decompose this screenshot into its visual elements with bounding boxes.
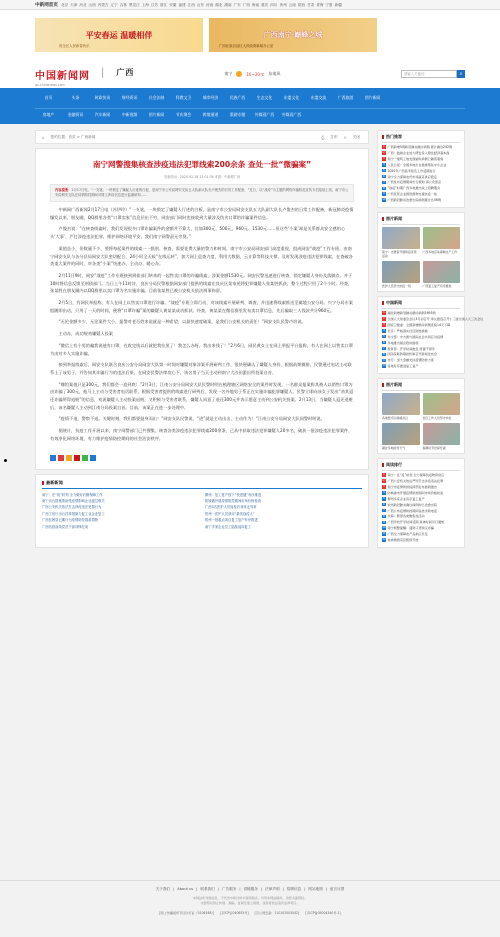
picture-item[interactable] <box>382 261 420 288</box>
picture-caption: 医护人员坚守抗疫一线 <box>382 284 411 289</box>
nav-item[interactable]: 社会法制 <box>148 94 165 100</box>
footer-separator: | <box>260 887 263 891</box>
rank-badge: 4 <box>383 491 385 495</box>
list-item-text: “战疫”时期广西多地推出线上招聘服务 <box>387 186 441 191</box>
footer <box>0 880 500 937</box>
top-region-link[interactable]: 内蒙古 <box>97 2 109 7</box>
picture-thumbnail[interactable] <box>423 261 461 283</box>
top-brand-link[interactable]: 中新网首页 <box>35 3 58 8</box>
close-icon[interactable]: × <box>343 134 347 140</box>
nav-item[interactable]: 中新视频 <box>121 111 138 117</box>
picture-thumbnail[interactable] <box>423 393 461 415</box>
latest-news-link[interactable]: 广西工信厅出台扶持措施力促工业企业复工 <box>42 511 105 516</box>
latest-news-link[interactable]: 南宁：在“疫”时刻 全力做好后勤保障工作 <box>42 492 103 497</box>
nav-item[interactable]: 图片新闻 <box>148 111 165 117</box>
share-qzone-icon[interactable] <box>50 455 56 461</box>
list-item-text: 广西公安机关依法严厉打击涉疫违法犯罪 <box>387 479 444 484</box>
top-region-link[interactable]: 新疆 <box>334 2 342 7</box>
top-strip <box>0 0 500 10</box>
picture-caption: 广西多地启动春耕生产工作 <box>422 250 458 255</box>
share-weibo-icon[interactable] <box>58 455 64 461</box>
list-item-text: 国务院联防联控机制召开新闻发布会 <box>387 352 437 357</box>
list-item-text: 防城港市开展疫情防控期间市场价格检查 <box>387 490 444 495</box>
footer-license-item[interactable]: [京公网安备：110102003042] <box>254 911 300 915</box>
rank-badge: 3 <box>383 323 385 327</box>
latest-news-link[interactable]: 柳州：复工复产按下“快进键”有序推进 <box>205 492 262 497</box>
nav-item[interactable]: 外媒看广西 <box>254 111 275 117</box>
search-input[interactable]: 请输入关键词 <box>401 70 457 78</box>
footer-links <box>0 887 500 892</box>
top-region-link[interactable]: 宁夏 <box>325 2 333 7</box>
ad-left-title: 平安春运 温暖相伴 <box>85 29 153 40</box>
rank-badge: 5 <box>383 496 385 500</box>
article-body <box>50 206 354 443</box>
article-summary <box>50 184 354 202</box>
ad-right-title: 广西南宁·巅峰之城 <box>263 30 323 39</box>
footer-license-item[interactable]: [网上传播视听节目许可证（0106168）] <box>159 911 215 915</box>
top-region-link[interactable]: 湖南 <box>224 2 232 7</box>
footer-line-2: 未经授权禁止转载、摘编、复制及建立镜像，违者将依法追究法律责任。 <box>200 901 300 905</box>
top-region-link[interactable]: 辽宁 <box>110 2 118 7</box>
list-item-text: 全国人大常委会会议3月初召开 审议推迟召开十三届全国人大三次会议 <box>387 316 484 321</box>
rank-badge: 7 <box>383 180 385 184</box>
rank-badge: 3 <box>383 485 385 489</box>
top-region-link[interactable]: 江西 <box>187 2 195 7</box>
nav-item[interactable]: 广西旅游 <box>337 94 354 100</box>
footer-link[interactable]: 供稿服务 <box>243 887 258 891</box>
top-region-link[interactable]: 陕西 <box>297 2 306 7</box>
top-region-link[interactable]: 江苏 <box>150 2 159 7</box>
ad-right-sub: 广西壮族自治区人民政府新闻办公室 <box>219 44 274 48</box>
picture-caption: 湖北多地雨雪天气 <box>382 446 406 451</box>
breadcrumb-text[interactable]: 您的位置：首页 > 广西新闻 <box>50 134 96 139</box>
nav-row-1 <box>35 95 465 101</box>
footer-separator: | <box>196 887 198 891</box>
list-item-text: 北京：严格落实社区防控措施 <box>387 328 428 333</box>
article-paragraph: 2月5日，有网民举报称，有人在网上以售卖口罩进行诈骗。“战疫”专班立即行动，对该线索开展研判、调查，并迅速将线索推送至属地公安分局。兴宁分局专案组随即出动，只用了一天的时间，便将“口罩诈骗”案的嫌疑人黄某某成功抓获。经查，黄某某在微信群里发布卖口罩信息，先后骗取三人钱款共计960元。 <box>50 300 353 313</box>
top-region-link[interactable]: 山西 <box>88 2 96 7</box>
picture-item[interactable] <box>423 227 461 258</box>
hot-title: 热门推荐 <box>382 134 460 143</box>
share-renren-icon[interactable] <box>66 455 72 461</box>
picture-thumbnail[interactable] <box>382 261 420 283</box>
list-item-text: 广西新增5例新冠肺炎确诊病例 累计确诊242例 <box>387 145 453 149</box>
article-paragraph: “哪怕案值只是300元，我们都会一追到底！”2月3日，江南公安分局网安大队民警时明在梳理辖区网络安全的案件时发现，一名群众报案称其被人以销售口罩为由诈骗了300元，他马上主动与受害者电话联系，根据受害者提供的线索进行研判后，发现一名外地男子系正在实施诈骗犯罪嫌疑人。民警立即向该女子发出“劝其返还诈骗所得退赃”的信息，劝说嫌疑人主动投案退赃，又积极与受害者联系，嫌疑人同意了退还300元并表示愿意主动到公安机关投案。2月13日，当嫌疑人返还退赃后，该名嫌疑人主动到江南分局投案自首。目前，该案正在进一步处理中。 <box>50 381 354 410</box>
top-region-link[interactable]: 甘肃 <box>307 2 315 7</box>
article-paragraph: 据统计，抗疫工作开展以来，南宁网警部门已共搜集、核查各类涉疫违法犯罪线索200余条，已从中获取违法犯罪嫌疑人20多名，破获一批涉疫违法犯罪案件，有效净化网络环境，有力维护疫情防控期间的社会治安秩序。 <box>50 428 353 441</box>
nav-item[interactable]: 民族广西 <box>229 94 246 100</box>
reading-box <box>377 458 465 548</box>
breadcrumb <box>35 130 369 144</box>
footer-link[interactable]: 广告服务 <box>221 887 237 891</box>
footer-separator: | <box>173 887 175 891</box>
latest-news-link[interactable]: 广西贫困县已累计为疫情防控捐款捐物 <box>42 518 99 523</box>
search-button[interactable] <box>457 70 465 78</box>
picture-thumbnail[interactable] <box>423 423 461 445</box>
ad-banner <box>0 10 500 60</box>
site-logo[interactable]: 中国新闻网 | 广西 gx.chinanews.com <box>35 67 135 87</box>
latest-news-link[interactable]: 贺州一医护人员获评“最美战疫人” <box>205 511 255 516</box>
footer-license-item[interactable]: [京ICP备05004340号-1] <box>305 911 341 915</box>
page-marker-dot <box>4 459 7 462</box>
pics2-box <box>377 378 465 454</box>
nav-item[interactable]: 汽车新闻 <box>94 111 111 117</box>
list-item-text: 南宁网警提醒：谨防口罩购买诈骗 <box>387 526 434 531</box>
nav-item[interactable]: 生态文化 <box>256 94 273 100</box>
share-bar <box>50 455 354 461</box>
latest-news-link[interactable]: 南宁出台措施帮助受疫情影响企业渡过难关 <box>42 498 105 503</box>
footer-separator: | <box>217 887 219 891</box>
list-item-text: 各地有序推进复工复产 <box>387 364 419 369</box>
header <box>0 60 500 88</box>
rank-badge: 12 <box>382 538 386 542</box>
list-item-text: 教育部：开学时间推迟 停课不停学 <box>387 346 435 351</box>
footer-link[interactable]: 网站地图 <box>308 887 323 891</box>
picture-thumbnail[interactable] <box>382 227 420 249</box>
list-item-text: 广西全力保障农产品供应充足 <box>387 532 428 537</box>
list-item-text: 南宁全力保障农贸市场蔬菜供应稳定 <box>387 174 437 179</box>
logo-region: 广西 <box>116 68 135 77</box>
list-item-text: 2020年广西高考报名工作延期进行 <box>387 168 436 173</box>
rank-badge: 7 <box>383 346 385 350</box>
article-paragraph: 案值虽小，但数量不少，要将每起案件的线索一一甄别、核查，需要花费大量的警力和时间。南宁市公安局网安部门高度重视，组成网安“战疫”工作专班，由南宁网安支队与各分县局网安大队密切配合，24小时全天候“在线运转”，加大网上巡查力度，利用大数据、云计算等科技支撑，及时发现涉疫违法犯罪线索，在查破各类重大案件的同时，对各类“小案”快速办、主动办、暖心办。 <box>50 245 353 267</box>
rank-badge: 6 <box>383 340 385 344</box>
rank-badge: 4 <box>383 162 385 166</box>
article-paragraph: 2月11日9时，网安“战疫”工作专班接到刑侦部门转来的一起售卖口罩的诈骗线索，涉案金额1530元。网安民警迅速进行核查，锁定嫌疑人身份及落脚点，并于10时将信息反馈至刑侦部门。当日上午11时许，良庆分局民警根据网安部门提供的线索在良庆区某家苑将犯罪嫌疑人张某胜抓获，整个过程只用了2个小时。经查，张某胜在朋友圈内以QQ群里以卖口罩为名实施诈骗。目前张某胜已被公安机关依法刑事拘留。 <box>50 272 353 294</box>
rank-badge: 11 <box>382 532 386 536</box>
list-item-text: 桂林旅游景区暂停开放 <box>387 538 419 543</box>
share-tqq-icon[interactable] <box>74 455 80 461</box>
list-item-text: 湖北新增新冠肺炎确诊病例1693例 <box>387 311 436 316</box>
article-paragraph: “疫情不退，警察不退。关键时刻，我们都要挺身而出！”网安支队民警说，“进”就是主动出击，主动作为！“江南公安分局网安大队同警时明说。 <box>58 416 325 422</box>
list-item-text: 广西新冠肺炎治愈出院病例累计达56例 <box>387 198 441 203</box>
hot-box <box>377 130 465 208</box>
list-item-text: 广西：鼓励企业加大研发投入稳住经济基本盘 <box>387 150 450 155</box>
latest-news-col-2 <box>205 492 362 530</box>
rank-badge: 2 <box>383 479 385 483</box>
top-region-link[interactable]: 安徽 <box>169 2 177 7</box>
article-paragraph: 卢俊杰说：“在核查线索时，我们发现很多口罩诈骗案件的金额并不算大，比如300元、500元、960元、1530元……但这些‘小案’却是关系群众安全感的心头‘大事’，严打涉疫违法犯罪，维护网络环境平安，我们南宁网警责无旁贷。” <box>50 226 346 240</box>
footer-link[interactable]: 留言反馈 <box>329 887 345 891</box>
summary-text: 2月17日电，“一支笔，一块锁定了嫌疑人行迹的白板，是南宁市公安局网安支队五大队副大队长卢俊杰的日常工作配备，”近日，以“战疫”为主题的网络诈骗防范宣传专栏陆续上线，南宁市公安局网安支队在疫情防控期间对网上涉疫信息进行监测研判...... <box>55 188 349 197</box>
reading-title: 阅读排行 <box>382 462 460 471</box>
footer-separator: | <box>239 887 241 891</box>
sun-icon <box>236 71 242 77</box>
list-item-text: 钦州新冠肺炎确诊病例均已治愈出院 <box>387 502 437 507</box>
top-region-link[interactable]: 广东 <box>233 2 241 7</box>
nav-item[interactable]: 东盟文化 <box>283 94 300 100</box>
top-region-link[interactable]: 浙江 <box>160 2 168 7</box>
nav-item[interactable]: 房地产 <box>42 111 55 117</box>
close-link[interactable]: 关闭 <box>352 134 360 139</box>
picture-item[interactable] <box>423 261 461 288</box>
top-region-link[interactable]: 上海 <box>141 2 149 7</box>
pics2-title: 图片新闻 <box>382 382 460 391</box>
top-region-link[interactable]: 河北 <box>79 2 87 7</box>
nav-item[interactable]: 首页 <box>44 94 53 100</box>
list-item-text: 柳州多家企业有序复工复产 <box>387 496 425 501</box>
rank-badge: 10 <box>382 364 386 368</box>
article-paragraph: “微信上有个男的骗我说他有口罩，在收完钱以后就把我拉黑了！我怎么办呀，我出来钱了！”2月6日，网民黄女士在网上举报平台报称，有人在网上以售卖口罩为由对多人实施诈骗。 <box>50 342 353 356</box>
rank-badge: 6 <box>383 502 385 506</box>
footer-link[interactable]: 联系我们 <box>200 887 215 891</box>
top-region-link[interactable]: 四川 <box>270 2 278 7</box>
nav-item[interactable]: 财经资讯 <box>121 94 138 100</box>
top-region-link[interactable]: 吉林 <box>119 2 127 7</box>
article-paragraph: 中新网广西新闻2月17日电（苏伊玲）“一支笔，一块锁定了嫌疑人行迹的白板，是南宁市公安局网安支队五大队副大队长卢俊杰的日常工作配备，新冠肺炎疫情爆发以来，朋友圈、QQ群里各类“口罩卖家”信息层出不穷，网安部门同时也接收到大量涉及伪劣口罩的诈骗案件信息。 <box>50 207 354 220</box>
list-item[interactable] <box>382 364 460 370</box>
latest-news-title: 最新新闻 <box>42 480 362 489</box>
pics-title: 图片新闻 <box>382 216 460 225</box>
top-region-link[interactable]: 湖北 <box>215 2 223 7</box>
top-region-link[interactable]: 黑龙江 <box>128 2 140 7</box>
nav-item[interactable]: 时政快讯 <box>94 94 111 100</box>
list-item-text: 央行：加大金融支持疫情防控力度 <box>387 358 434 363</box>
picture-caption: 广西复工复产有序推进 <box>422 284 452 289</box>
top-region-link[interactable]: 青海 <box>316 2 324 7</box>
nav-item[interactable]: 城市经济 <box>202 94 219 100</box>
footer-separator: | <box>304 887 306 891</box>
footer-separator: | <box>325 887 327 891</box>
china-title: 中国新闻 <box>382 300 460 309</box>
nav-item[interactable]: 科教文卫 <box>175 94 192 100</box>
home-icon: ⌂ <box>42 134 45 140</box>
main-nav <box>0 88 500 124</box>
top-region-link[interactable]: 山东 <box>196 2 204 7</box>
footer-link[interactable]: 招聘信息 <box>286 887 302 891</box>
picture-caption: 春耕时节田间忙碌 <box>422 446 446 451</box>
top-region-link[interactable]: 广西 <box>242 2 250 7</box>
list-item-text: 南宁：在“疫”时刻 全力保障抗疫物资供应 <box>387 473 445 478</box>
picture-item[interactable] <box>382 423 420 450</box>
rank-badge: 10 <box>382 198 386 202</box>
article-paragraph: 主动办，成功规劝嫌疑人投案 <box>58 331 113 337</box>
rank-badge: 10 <box>382 526 386 530</box>
rank-badge: 1 <box>383 145 385 149</box>
list-item-text: 广西民营企业捐款捐物支援抗疫一线 <box>387 192 437 197</box>
rank-badge: 5 <box>383 168 385 172</box>
latest-news-link[interactable]: 广西抗疫前线党员干部冲锋在前 <box>42 524 89 529</box>
top-region-link[interactable]: 海南 <box>251 2 260 7</box>
rank-badge: 1 <box>383 473 385 477</box>
latest-news <box>35 474 369 548</box>
article-paragraph: “无论金额多少，无论案件大小，报警对老百姓来说就是一种希望，以最快速度破案，是我们公安机关的责任！”网安支队民警卢培说。 <box>58 319 306 325</box>
rank-badge: 3 <box>383 157 385 161</box>
weather-city: 南宁 <box>224 71 233 76</box>
list-item-text: 北海：暂停各类聚集性活动 <box>387 514 425 519</box>
footer-license-item[interactable]: [京ICP证040655号] <box>220 911 249 915</box>
top-region-link[interactable]: 福建 <box>178 2 186 7</box>
picture-caption: 南宁：志愿者开展防疫宣传活动 <box>382 250 417 259</box>
nav-item[interactable]: 节庆聚会 <box>175 111 192 117</box>
picture-item[interactable] <box>423 423 461 450</box>
article-meta: 发表时间：2020-02-18 12:01:36 来源：中新网广西 <box>163 175 241 179</box>
footer-link[interactable]: 法律声明 <box>265 887 280 891</box>
rank-badge: 5 <box>383 334 385 338</box>
rank-badge: 8 <box>383 514 385 518</box>
list-item[interactable] <box>382 538 460 544</box>
latest-news-link[interactable]: 广西3名医护人员返桂后身体无异常 <box>205 505 257 510</box>
nav-row-2 <box>35 108 465 118</box>
top-region-link[interactable]: 天津 <box>70 2 78 7</box>
nav-item[interactable]: 重磅专题 <box>229 111 246 117</box>
summary-label: 内容提要： <box>55 188 72 192</box>
latest-news-col-1 <box>42 492 199 530</box>
picture-item[interactable] <box>382 393 420 420</box>
article-paragraph: 接到举报线索后，网安支队联合良庆公安分局网安大队第一时间对嫌疑对象涉案开展研判工作，很快便确认了嫌疑人身份，根据前期摸排，民警通过电话主动联系上了该男子，并告知其诈骗行为的违法后果，在网安民警法律攻心下，该名男子当天主动到南宁大沙田派出所投案自首。 <box>50 362 352 375</box>
article-title: 南宁网警搜集核查涉疫违法犯罪线索200余条 查处一批“微骗案” <box>92 160 312 169</box>
rank-badge: 9 <box>383 358 385 362</box>
print-icon[interactable]: ⎙ <box>321 134 325 140</box>
rank-badge: 2 <box>383 317 385 321</box>
top-region-link[interactable]: 云南 <box>288 2 296 7</box>
latest-news-link[interactable]: 防城港开展疫情防控期间市场价格检查 <box>205 498 262 503</box>
rank-badge: 4 <box>383 328 385 332</box>
picture-item[interactable] <box>382 227 420 258</box>
list-item-text: 广西发布疫情期间出行须知 请公众留意 <box>387 180 442 185</box>
picture-thumbnail[interactable] <box>382 423 420 445</box>
logo-text: 中国新闻网 <box>35 71 90 82</box>
ad-left[interactable] <box>35 18 203 52</box>
rank-badge: 9 <box>383 520 385 524</box>
china-box <box>377 296 484 374</box>
nav-item[interactable]: 跨境通道 <box>202 111 219 117</box>
nav-item[interactable]: 金融资讯 <box>67 111 84 117</box>
picture-item[interactable] <box>423 393 461 420</box>
article <box>35 148 369 470</box>
top-region-link[interactable]: 北京 <box>60 2 69 7</box>
rank-badge: 8 <box>383 352 385 356</box>
share-more-icon[interactable] <box>90 455 96 461</box>
weather-temp: 10~20℃ <box>246 71 265 77</box>
list-item-text: 人民日报：全国多地出台措施帮扶中小企业 <box>387 162 447 167</box>
latest-news-link[interactable]: 梧州一批重点项目复工复产有序推进 <box>205 518 258 523</box>
list-item-text: 广西学校开学时间延期 具体时间另行通知 <box>387 520 445 525</box>
ad-right[interactable] <box>209 18 377 52</box>
rank-badge: 2 <box>383 151 385 155</box>
footer-license <box>0 910 500 915</box>
footer-link[interactable]: 关于我们 <box>155 887 171 891</box>
list-item-text: 国家卫健委：全国新增确诊病例连续14天下降 <box>387 322 451 327</box>
rank-badge: 9 <box>383 192 385 196</box>
rank-badge: 6 <box>383 174 385 178</box>
print-link[interactable]: 打印 <box>330 134 338 139</box>
list-item-text: 多地推出援企稳岗措施 <box>387 340 419 345</box>
nav-item[interactable]: 头条 <box>71 94 80 100</box>
rank-badge: 1 <box>383 311 385 315</box>
top-region-link[interactable]: 贵州 <box>279 2 287 7</box>
list-item-text: 广西公布疫情防控期间各类求助电话 <box>387 508 437 513</box>
picture-caption: 社区工作人员坚守岗位 <box>422 416 452 421</box>
nav-item[interactable]: 外媒看广西 <box>281 111 302 117</box>
search-box <box>401 70 465 78</box>
list-item-text: 南宁市疫情防控指挥部发布最新通告 <box>387 484 437 489</box>
nav-item[interactable]: 图片新闻 <box>364 94 381 100</box>
rank-badge: 8 <box>383 186 385 190</box>
top-region-link[interactable]: 重庆 <box>261 2 269 7</box>
nav-item[interactable]: 东盟交流 <box>310 94 327 100</box>
latest-news-link[interactable]: 南宁多家企业员工陆续返岗复工 <box>205 524 252 529</box>
latest-news-link[interactable]: 广西公安机关依法打击涉疫违法犯罪行为 <box>42 505 102 510</box>
footer-line-1: 本网站所刊载信息，不代表中新社和中新网观点。刊用本网站稿件，务经书面授权。 <box>192 896 308 900</box>
list-item-text: 南宁一建筑工地发现疑似病例已隔离观察 <box>387 156 444 161</box>
rank-badge: 7 <box>383 508 385 512</box>
picture-thumbnail[interactable] <box>423 227 461 249</box>
list-item[interactable] <box>382 198 460 204</box>
share-wechat-icon[interactable] <box>82 455 88 461</box>
weather-wind: 东南风 <box>268 71 281 76</box>
picture-thumbnail[interactable] <box>382 393 420 415</box>
pics-box <box>377 212 465 292</box>
top-region-link[interactable]: 河南 <box>205 2 214 7</box>
search-icon: ⌕ <box>459 71 463 77</box>
footer-separator: | <box>282 887 284 891</box>
picture-caption: 各地医疗队驰援武汉 <box>382 416 409 421</box>
weather-widget <box>224 71 280 77</box>
logo-url: gx.chinanews.com <box>35 83 65 87</box>
ad-left-sub: 祝全区人民新春快乐 <box>59 44 90 48</box>
footer-link[interactable]: About us <box>177 887 194 891</box>
list-item-text: 外交部：中方愿与国际社会共同应对疫情 <box>387 334 444 339</box>
